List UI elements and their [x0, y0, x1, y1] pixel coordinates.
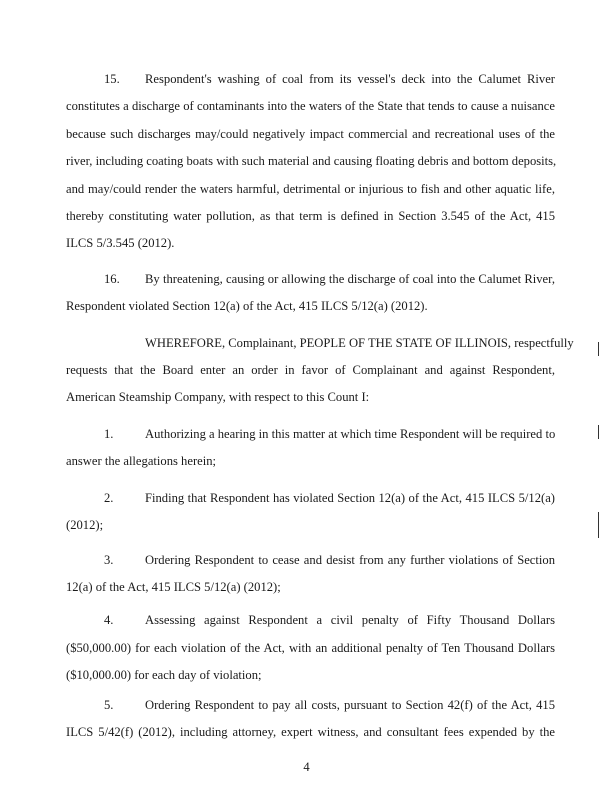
text-line: (2012); — [66, 518, 104, 532]
text-line: By threatening, causing or allowing the discharge of coal into the Calumet River, — [145, 272, 555, 286]
paragraph-number: 3. — [104, 553, 114, 567]
text-line: Respondent violated Section 12(a) of the Act, 415 ILCS 5/12(a) (2012). — [66, 299, 428, 313]
text-line: Respondent's washing of coal from its vessel's deck into the Calumet River — [145, 72, 555, 86]
scan-artifact — [598, 512, 599, 538]
text-line: ILCS 5/42(f) (2012), including attorney, expert witness, and consultant fees expended by the — [66, 725, 555, 739]
scan-artifact — [598, 425, 599, 439]
text-line: Ordering Respondent to pay all costs, pursuant to Section 42(f) of the Act, 415 — [145, 698, 555, 712]
paragraph-number: 2. — [104, 491, 114, 505]
text-line: ($10,000.00) for each day of violation; — [66, 668, 262, 682]
text-line: river, including coating boats with such material and causing floating debris and bottom deposits, — [66, 154, 557, 168]
paragraph-number: 16. — [104, 272, 120, 286]
text-line: requests that the Board enter an order in favor of Complainant and against Respondent, — [66, 363, 555, 377]
scan-artifact — [598, 342, 599, 356]
text-line: 12(a) of the Act, 415 ILCS 5/12(a) (2012); — [66, 580, 281, 594]
text-line: Assessing against Respondent a civil penalty of Fifty Thousand Dollars — [145, 613, 555, 627]
text-line: Ordering Respondent to cease and desist from any further violations of Section — [145, 553, 555, 567]
text-line: thereby constituting water pollution, as that term is defined in Section 3.545 of the Act, 415 — [66, 209, 555, 223]
page-number: 4 — [303, 760, 310, 774]
text-line: ILCS 5/3.545 (2012). — [66, 236, 175, 250]
paragraph-number: 1. — [104, 427, 114, 441]
paragraph-number: 4. — [104, 613, 114, 627]
text-line: WHEREFORE, Complainant, PEOPLE OF THE STATE OF ILLINOIS, respectfully — [145, 336, 574, 350]
text-line: because such discharges may/could negatively impact commercial and recreational uses of the — [66, 127, 555, 141]
text-line: Finding that Respondent has violated Section 12(a) of the Act, 415 ILCS 5/12(a) — [145, 491, 555, 505]
text-line: constitutes a discharge of contaminants into the waters of the State that tends to cause a nuisance — [66, 99, 555, 113]
text-line: answer the allegations herein; — [66, 454, 217, 468]
text-line: and may/could render the waters harmful, detrimental or injurious to fish and other aquatic life, — [66, 182, 555, 196]
text-line: ($50,000.00) for each violation of the Act, with an additional penalty of Ten Thousand Dollars — [66, 641, 555, 655]
paragraph-number: 15. — [104, 72, 120, 86]
paragraph-number: 5. — [104, 698, 114, 712]
text-line: American Steamship Company, with respect to this Count I: — [66, 390, 370, 404]
text-line: Authorizing a hearing in this matter at which time Respondent will be required to — [145, 427, 556, 441]
